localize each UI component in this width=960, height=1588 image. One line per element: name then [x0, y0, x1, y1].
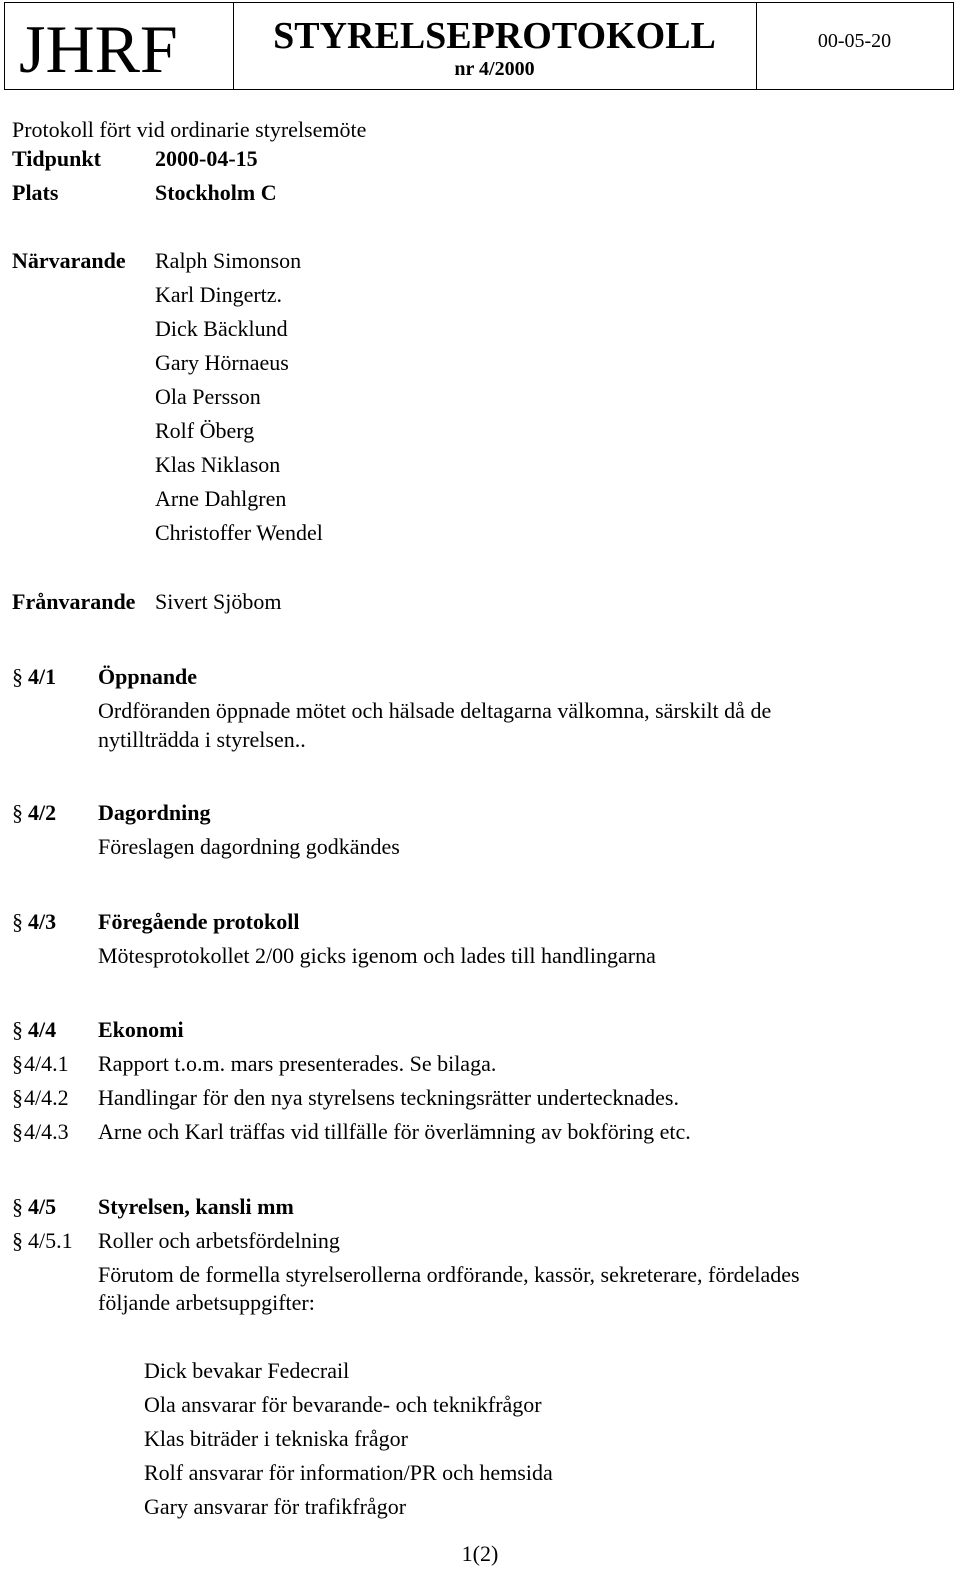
- item-text: Ordföranden öppnade mötet och hälsade deltagarna välkomna, särskilt då de: [98, 698, 772, 723]
- subitem-title: Roller och arbetsfördelning: [98, 1228, 340, 1253]
- present-member: Christoffer Wendel: [155, 520, 323, 545]
- present-member: Ralph Simonson: [155, 248, 302, 273]
- header-logo-cell: [5, 3, 234, 89]
- page-number: 1(2): [461, 1541, 499, 1566]
- present-member: Ola Persson: [155, 384, 261, 409]
- section-sign: §: [12, 1119, 23, 1144]
- present-member: Gary Hörnaeus: [155, 350, 289, 375]
- intro-text: Protokoll fört vid ordinarie styrelsemöte: [12, 117, 367, 142]
- item-number: 4/2: [28, 800, 57, 825]
- item-number: 4/1: [28, 664, 57, 689]
- item-title: Ekonomi: [98, 1017, 184, 1042]
- document-date: 00-05-20: [817, 30, 892, 52]
- place-label: Plats: [12, 180, 59, 205]
- section-sign: §: [12, 800, 23, 825]
- item-title: Dagordning: [98, 800, 211, 825]
- subitem-number: 4/5.1: [28, 1228, 73, 1253]
- present-label: Närvarande: [12, 248, 126, 273]
- subitem-text: Arne och Karl träffas vid tillfälle för överlämning av bokföring etc.: [98, 1119, 691, 1144]
- item-number: 4/3: [28, 909, 57, 934]
- header-title-cell: [233, 3, 757, 89]
- protocol-number: nr 4/2000: [454, 58, 535, 80]
- time-value: 2000-04-15: [155, 146, 258, 171]
- item-title: Öppnande: [98, 664, 198, 689]
- task-item: Rolf ansvarar för information/PR och hemsida: [144, 1460, 553, 1485]
- subitem-number: 4/4.1: [24, 1051, 69, 1076]
- document-title: STYRELSEPROTOKOLL: [273, 15, 716, 57]
- task-item: Dick bevakar Fedecrail: [144, 1358, 350, 1383]
- section-sign: §: [12, 1085, 23, 1110]
- absent-member: Sivert Sjöbom: [155, 589, 282, 614]
- item-number: 4/4: [28, 1017, 57, 1042]
- subitem-number: 4/4.2: [24, 1085, 69, 1110]
- item-number: 4/5: [28, 1194, 57, 1219]
- section-sign: §: [12, 909, 23, 934]
- item-text: Mötesprotokollet 2/00 gicks igenom och lades till handlingarna: [98, 943, 656, 968]
- item-title: Styrelsen, kansli mm: [98, 1194, 294, 1219]
- section-sign: §: [12, 1194, 23, 1219]
- present-member: Rolf Öberg: [155, 418, 255, 443]
- task-item: Ola ansvarar för bevarande- och teknikfrågor: [144, 1392, 542, 1417]
- present-member: Dick Bäcklund: [155, 316, 288, 341]
- section-sign: §: [12, 664, 23, 689]
- header-date-cell: [756, 3, 953, 89]
- place-value: Stockholm C: [155, 180, 277, 205]
- document-header: [4, 2, 954, 90]
- present-member: Karl Dingertz.: [155, 282, 283, 307]
- time-label: Tidpunkt: [12, 146, 101, 171]
- item-title: Föregående protokoll: [98, 909, 300, 934]
- absent-label: Frånvarande: [12, 589, 136, 614]
- task-item: Klas biträder i tekniska frågor: [144, 1426, 408, 1451]
- subitem-number: 4/4.3: [24, 1119, 69, 1144]
- section-sign: §: [12, 1051, 23, 1076]
- item-text: nytillträdda i styrelsen..: [98, 727, 306, 752]
- item-text: Föreslagen dagordning godkändes: [98, 834, 400, 859]
- present-member: Arne Dahlgren: [155, 486, 287, 511]
- item-text: Förutom de formella styrelserollerna ordförande, kassör, sekreterare, fördelades: [98, 1262, 800, 1287]
- present-member: Klas Niklason: [155, 452, 281, 477]
- section-sign: §: [12, 1228, 23, 1253]
- subitem-text: Handlingar för den nya styrelsens teckningsrätter undertecknades.: [98, 1085, 679, 1110]
- subitem-text: Rapport t.o.m. mars presenterades. Se bilaga.: [98, 1051, 497, 1076]
- section-sign: §: [12, 1017, 23, 1042]
- item-text: följande arbetsuppgifter:: [98, 1290, 315, 1315]
- task-item: Gary ansvarar för trafikfrågor: [144, 1494, 407, 1519]
- logo-text: JHRF: [19, 11, 178, 87]
